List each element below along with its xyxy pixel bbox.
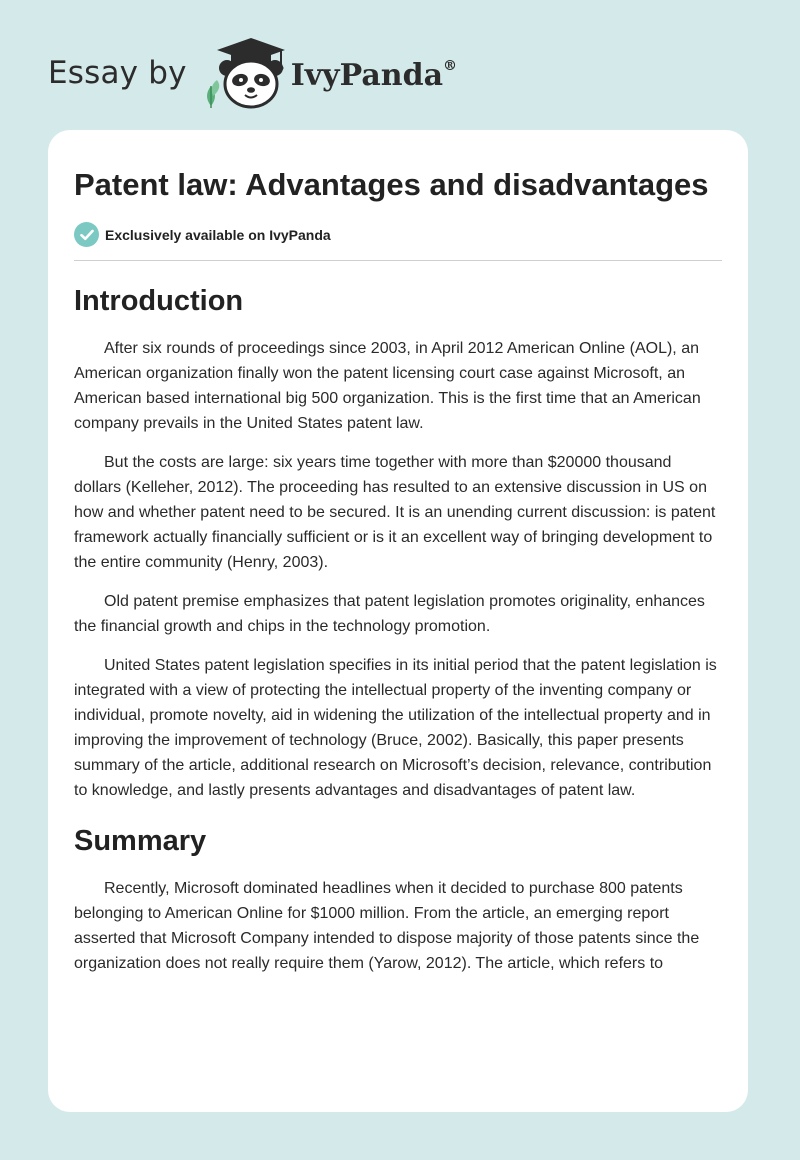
paragraph: United States patent legislation specifies in its initial period that the patent legislation is integrated with a view of protecting the intellectual property of the inventing company or individual, promote novelty, aid in widening the utilization of the intellectual property and in improving the improvement of technology (Bruce, 2002). Basically, this paper presents summary of the article, additional research on Microsoft’s decision, relevance, contribution to knowledge, and lastly presents advantages and disadvantages of patent law.	[74, 657, 717, 799]
exclusive-badge	[74, 222, 722, 247]
section-heading-summary: Summary	[74, 825, 207, 857]
brand-text: IvyPanda	[290, 57, 444, 93]
exclusive-badge-text: Exclusively available on IvyPanda	[105, 226, 331, 243]
essay-by-label: Essay by	[48, 55, 187, 91]
registered-mark: ®	[443, 57, 458, 74]
paragraph: After six rounds of proceedings since 2003, in April 2012 American Online (AOL), an American organization finally won the patent licensing court case against Microsoft, an American based international big 500 organization. This is the first time that an American company prevails in the United States patent law.	[74, 340, 701, 432]
article-title: Patent law: Advantages and disadvantages	[74, 167, 709, 202]
check-circle-icon	[74, 222, 99, 247]
panda-graduate-logo-icon[interactable]	[201, 36, 287, 110]
section-heading-introduction: Introduction	[74, 285, 244, 317]
paragraph: But the costs are large: six years time together with more than $20000 thousand dollars (Kelleher, 2012). The proceeding has resulted to an extensive discussion in US on how and whether patent need to be secured. It is an unending current discussion: is patent framework actually financially sufficient or is it an excellent way of bringing development to the entire community (Henry, 2003).	[74, 454, 716, 571]
article-card	[48, 130, 748, 1112]
paragraph: Old patent premise emphasizes that patent legislation promotes originality, enhances the financial growth and chips in the technology promotion.	[74, 593, 705, 635]
brand-name[interactable]	[291, 58, 457, 93]
paragraph: Recently, Microsoft dominated headlines when it decided to purchase 800 patents belonging to American Online for $1000 million. From the article, an emerging report asserted that Microsoft Company intended to dispose majority of those patents since the organization does not really require them (Yarow, 2012). The article, which refers to	[74, 880, 700, 972]
site-header	[48, 36, 457, 110]
title-divider	[74, 260, 722, 261]
